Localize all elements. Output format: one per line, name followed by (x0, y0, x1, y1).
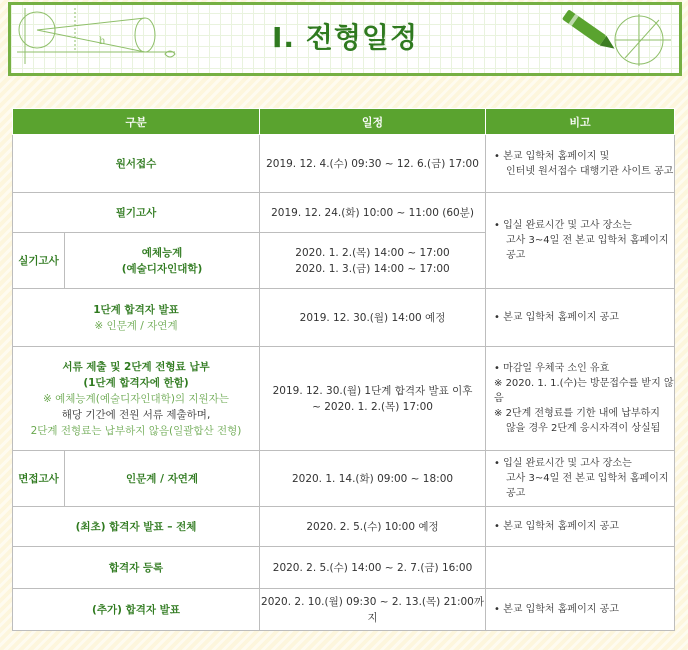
row-label: 원서접수 (13, 135, 260, 193)
row-date: 2019. 12. 30.(월) 14:00 예정 (260, 289, 486, 347)
remark-line: • 입실 완료시간 및 고사 장소는 (494, 458, 632, 469)
table-row (13, 289, 675, 347)
row-remarks (486, 451, 675, 507)
row-date: 2019. 12. 4.(수) 09:30 ~ 12. 6.(금) 17:00 (260, 135, 486, 193)
table-row (13, 193, 675, 233)
header-schedule: 일정 (260, 109, 486, 135)
remark-line: • 입실 완료시간 및 고사 장소는 (494, 220, 632, 231)
row-group-label: 면접고사 (13, 451, 65, 507)
date-line: 2019. 12. 30.(월) 1단계 합격자 발표 이후 (272, 384, 473, 397)
row-remarks (486, 347, 675, 451)
row-sub-note: 2단계 전형료는 납부하지 않음(일괄합산 전형) (30, 424, 242, 437)
date-line: ~ 2020. 1. 2.(목) 17:00 (312, 400, 433, 413)
remark-line: • 본교 입학처 홈페이지 공고 (494, 604, 619, 615)
page-title: Ⅰ. 전형일정 (272, 21, 418, 54)
remark-line: • 본교 입학처 홈페이지 공고 (494, 312, 619, 323)
row-label: 필기고사 (13, 193, 260, 233)
table-header-row (13, 109, 675, 135)
remark-line: ※ 2단계 전형료를 기한 내에 납부하지 (494, 408, 660, 419)
remark-line: • 본교 입학처 홈페이지 공고 (494, 521, 619, 532)
row-remarks (486, 547, 675, 589)
row-sub-note: ※ 예체능계(예술디자인대학)의 지원자는 (43, 392, 229, 405)
row-remarks (486, 135, 675, 193)
remark-line: • 본교 입학처 홈페이지 및 (494, 150, 610, 162)
row-remarks (486, 193, 675, 289)
row-label-line: 1단계 합격자 발표 (93, 303, 179, 316)
table-row (13, 589, 675, 631)
row-label: (추가) 합격자 발표 (13, 589, 260, 631)
row-sub-note: 해당 기간에 전원 서류 제출하며, (61, 408, 211, 421)
date-line: 2020. 1. 2.(목) 14:00 ~ 17:00 (295, 246, 450, 259)
schedule-table (12, 108, 675, 631)
table-row (13, 507, 675, 547)
table-row (13, 451, 675, 507)
row-label-line: (예술디자인대학) (121, 262, 203, 275)
row-label: 인문계 / 자연계 (65, 451, 260, 507)
row-date: 2019. 12. 24.(화) 10:00 ~ 11:00 (60분) (260, 193, 486, 233)
table-row (13, 547, 675, 589)
row-remarks (486, 289, 675, 347)
row-date: 2020. 2. 10.(월) 09:30 ~ 2. 13.(목) 21:00까지 (260, 589, 486, 631)
remark-line: ※ 2020. 1. 1.(수)는 방문접수를 받지 않음 (494, 378, 674, 404)
table-row (13, 347, 675, 451)
schedule-table-container (12, 108, 674, 631)
row-label (65, 233, 260, 289)
row-label-line: (1단계 합격자에 한함) (83, 376, 189, 389)
header-remarks: 비고 (486, 109, 675, 135)
remark-line: 고사 3~4일 전 본교 입학처 홈페이지 공고 (506, 473, 669, 499)
row-date (260, 233, 486, 289)
remark-line: 인터넷 원서접수 대행기관 사이트 공고 (506, 165, 674, 177)
row-date: 2020. 2. 5.(수) 14:00 ~ 2. 7.(금) 16:00 (260, 547, 486, 589)
row-label (13, 289, 260, 347)
row-group-label: 실기고사 (13, 233, 65, 289)
row-label: (최초) 합격자 발표 – 전체 (13, 507, 260, 547)
row-label-line: 예체능계 (141, 246, 183, 259)
row-sub-note: ※ 인문계 / 자연계 (94, 319, 178, 332)
row-label-line: 서류 제출 및 2단계 전형료 납부 (62, 360, 210, 373)
row-date: 2020. 1. 14.(화) 09:00 ~ 18:00 (260, 451, 486, 507)
row-label (13, 347, 260, 451)
row-remarks (486, 507, 675, 547)
remark-line: 고사 3~4일 전 본교 입학처 홈페이지 공고 (506, 235, 669, 261)
date-line: 2020. 1. 3.(금) 14:00 ~ 17:00 (295, 262, 450, 275)
remark-line: 않을 경우 2단계 응시자격이 상실됨 (506, 423, 661, 434)
table-row (13, 135, 675, 193)
svg-text:h: h (99, 36, 106, 47)
row-date (260, 347, 486, 451)
title-banner (8, 2, 682, 76)
row-label: 합격자 등록 (13, 547, 260, 589)
remark-line: • 마감일 우체국 소인 유효 (494, 363, 610, 374)
row-remarks (486, 589, 675, 631)
row-date: 2020. 2. 5.(수) 10:00 예정 (260, 507, 486, 547)
header-category: 구분 (13, 109, 260, 135)
